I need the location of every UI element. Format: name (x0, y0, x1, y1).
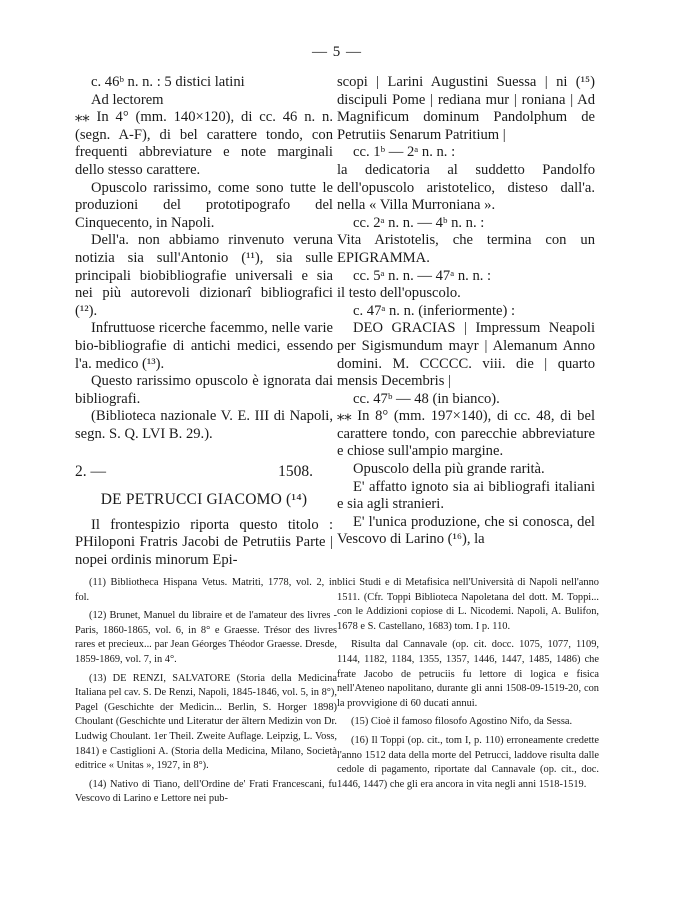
entry-year: 1508. (278, 463, 313, 481)
footnote: blici Studi e di Metafisica nell'Università di Napoli nell'anno 1511. (Cfr. Toppi Biblioteca Napoletana del dott. M. Toppi... con le Addizioni copiose di L. Nicodemi. Napoli, A. Bulifon, 1678 e S. Castellano, 1683) tom. I p. 110. (337, 577, 599, 632)
paragraph: DEO GRACIAS | Impressum Neapoli per Sigismundum mayr | Alemanum Anno domini. M. CCCCC. viii. die | quarto mensis Decembris | (337, 320, 595, 390)
paragraph: Infruttuose ricerche facemmo, nelle varie bio-bibliografie di antichi medici, essendo l'a. medico (¹³). (75, 320, 333, 372)
paragraph: Dell'a. non abbiamo rinvenuto veruna notizia sia sull'Antonio (¹¹), sia sulle principali biobibliografie universali e sia nei più autorevoli dizionarî bibliografici (¹²). (75, 232, 333, 319)
entry-number: 2. — (75, 463, 106, 481)
text-line: il testo dell'opuscolo. (337, 285, 461, 302)
paragraph: Opuscolo rarissimo, come sono tutte le produzioni del prototipografo del Cinquecento, in Napoli. (75, 179, 333, 231)
footnote: (12) Brunet, Manuel du libraire et de l'amateur des livres - Paris, 1860-1865, vol. 6, in 8° e Graesse. Trésor des livres rares et precieux... par Jean Géorges Théodor Graesse. Dresde, 1859-1869, vol. 7, in 4°. (75, 610, 337, 665)
paragraph: E' l'unica produzione, che si conosca, del Vescovo di Larino (¹⁶), la (337, 513, 595, 548)
footnote: (16) Il Toppi (op. cit., tom I, p. 110) erroneamente credette l'anno 1512 data della morte del Petrucci, laddove risulta dalle cedole di pagamento, riportate dal Cannavale (op. cit., doc. 1446, 1447) che gli era ancora in vita negli anni 1518-1519. (337, 734, 599, 790)
footnotes-right (337, 576, 599, 796)
text-line: cc. 47ᵇ — 48 (in bianco). (353, 390, 500, 407)
text-line: cc. 5ᵃ n. n. — 47ᵃ n. n. : (353, 267, 492, 284)
text-line: Ad lectorem (91, 91, 164, 108)
text-line: c. 46ᵇ n. n. : 5 distici latini (91, 74, 245, 90)
text-line: c. 47ᵃ n. n. (inferiormente) : (353, 302, 516, 319)
paragraph: ⁎⁎ In 4° (mm. 140×120), di cc. 46 n. n. (segn. A-F), di bel carattere tondo, con frequenti abbreviature e note marginali dello stesso carattere. (75, 109, 333, 178)
entry-title: DE PETRUCCI GIACOMO (¹⁴) (100, 491, 308, 509)
paragraph: Questo rarissimo opuscolo è ignorata dai bibliografi. (75, 373, 333, 407)
text-line: cc. 2ᵃ n. n. — 4ᵇ n. n. : (353, 214, 485, 231)
paragraph: ⁎⁎ In 8° (mm. 197×140), di cc. 48, di bel carattere tondo, con parecchie abbreviature e chiose sull'ampio margine. (337, 408, 595, 460)
entry-heading (75, 463, 333, 481)
paragraph: Vita Aristotelis, che termina con un EPIGRAMMA. (337, 232, 595, 266)
right-text-column (337, 74, 595, 549)
footnotes-left (75, 576, 337, 811)
paragraph: la dedicatoria al suddetto Pandolfo dell'opuscolo aristotelico, disteso dall'a. nella « Villa Murroniana ». (337, 161, 595, 214)
footnote: (13) DE RENZI, SALVATORE (Storia della Medicina Italiana pel cav. S. De Renzi, Napoli, 1845-1846, vol. 5, in 8°), Pagel (Geschichte der Medicin... Berlin, S. Horger 1898) Choulant (Geschichte und Literatur der ältern Medizin von Dr. Ludwig Choulant. 1er Theil. Zweite Auflage. Leipzig, L. Voss, 1841) e Castiglioni A. (Storia della Medicina, Milano, Società editrice « Unitas », 1927, in 8°). (75, 672, 337, 772)
paragraph: E' affatto ignoto sia ai bibliografi italiani e sia agli stranieri. (337, 478, 595, 513)
paragraph: Opuscolo della più grande rarità. (353, 461, 545, 478)
footnote: (14) Nativo di Tiano, dell'Ordine de' Frati Francescani, fu Vescovo di Larino e Lettore nei pub- (75, 778, 337, 805)
footnote: (15) Cioè il famoso filosofo Agostino Nifo, da Sessa. (351, 716, 573, 728)
page-number: — 5 — (312, 44, 362, 60)
paragraph: Il frontespizio riporta questo titolo : PHiloponi Fratris Jacobi de Petrutiis Parte | nopei ordinis minorum Epi- (75, 516, 333, 568)
left-text-column (75, 74, 333, 569)
footnote: Risulta dal Cannavale (op. cit. docc. 1075, 1077, 1109, 1144, 1182, 1184, 1355, 1357, 1446, 1447, 1485, 1486) che frate Jacobo de petruciis fu lettore di logica e fisica nell'Ateneo napolitano, durante gli anni 1508-09-1519-20, con la provvigione di 60 ducati annui. (337, 639, 599, 709)
paragraph: scopi | Larini Augustini Suessa | ni (¹⁵) discipuli Pome | rediana mur | roniana | Ad Magnificum dominum Pandolphum de Petrutiis Senarum Patritium | (337, 74, 595, 143)
paragraph: (Biblioteca nazionale V. E. III di Napoli, segn. S. Q. LVI B. 29.). (75, 408, 333, 442)
text-line: cc. 1ᵇ — 2ᵃ n. n. : (353, 144, 456, 161)
footnote: (11) Bibliotheca Hispana Vetus. Matriti, 1778, vol. 2, in fol. (75, 577, 337, 603)
